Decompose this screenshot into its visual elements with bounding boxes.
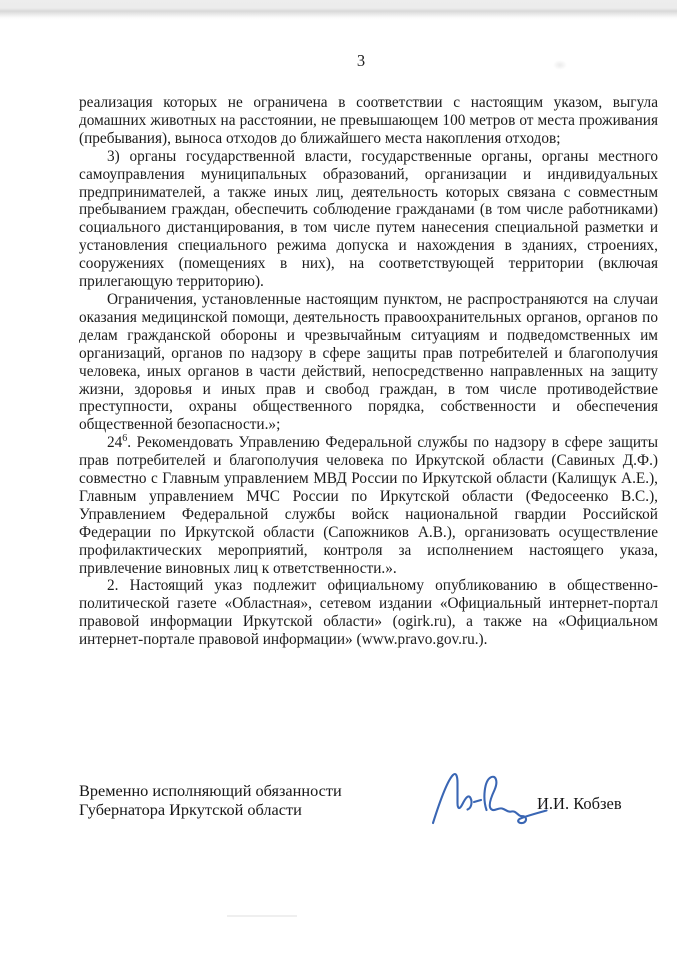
paragraph-item-3-authorities: 3) органы государственной власти, государственные органы, органы местного самоуправления муниципальных образований, организации и индивидуальных предпринимателей, а также иных лиц, деятельность которых связана с совместным пребыванием граждан, обеспечить соблюдение гражданами (в том числе работниками) социального дистанцирования, в том числе путем нанесения специальной разметки и установления специального режима допуска и нахождения в зданиях, строениях, сооружениях (помещениях в них), на соответствующей территории (включая прилегающую территорию).: [79, 147, 658, 291]
paragraph-item-24-6-recommendation: [79, 434, 658, 577]
clause-text: . Рекомендовать Управлению Федеральной службы по надзору в сфере защиты прав потребителей и благополучия человека по Иркутской области (Савиных Д.Ф.) совместно с Главным управлением МВД России по Иркутской области (Калищук А.Е.), Главным управлением МЧС России по Иркутской области (Федосеенко В.С.), Управлением Федеральной службы войск национальной гвардии Российской Федерации по Иркутской области (Сапожников А.В.), организовать осуществление профилактических мероприятий, контроля за исполнением настоящего указа, привлечение виновных лиц к ответственности.».: [79, 434, 658, 577]
clause-number: 24: [107, 434, 123, 452]
signoff-title-line2: Губернатора Иркутской области: [79, 799, 302, 819]
clause-number-superscript: 6: [122, 433, 128, 445]
paragraph-item-2-publication: 2. Настоящий указ подлежит официальному опубликованию в общественно-политической газете «Областная», сетевом издании «Официальный интернет-портал правовой информации Иркутской области» (ogirk.ru), а также на «Официальном интернет-портале правовой информации» (www.pravo.gov.ru.).: [79, 577, 658, 649]
signoff-title-line1: Временно исполняющий обязанности: [79, 781, 342, 800]
signoff-block: [79, 782, 342, 819]
scan-artifact-smudge: [553, 60, 567, 70]
paragraph-restrictions-exceptions: Ограничения, установленные настоящим пунктом, не распространяются на случаи оказания медицинской помощи, деятельность правоохранительных органов, органов по делам гражданской обороны и чрезвычайным ситуациям и подведомственных им организаций, органов по надзору в сфере защиты прав потребителей и благополучия человека, иных органов в части действий, непосредственно направленных на защиту жизни, здоровья и иных прав и свобод граждан, в том числе противодействие преступности, охраны общественного порядка, собственности и обеспечения общественной безопасности.»;: [79, 290, 658, 434]
paragraph-pets-walking: реализация которых не ограничена в соответствии с настоящим указом, выгула домашних животных на расстоянии, не превышающем 100 метров от места проживания (пребывания), выноса отходов до ближайшего места накопления отходов;: [79, 94, 658, 147]
scan-artifact-bottom-line: [227, 915, 297, 917]
scan-top-edge-shadow: [0, 0, 677, 20]
signer-name: И.И. Кобзев: [537, 794, 622, 813]
page-number: 3: [356, 51, 366, 70]
document-body: [79, 94, 658, 649]
